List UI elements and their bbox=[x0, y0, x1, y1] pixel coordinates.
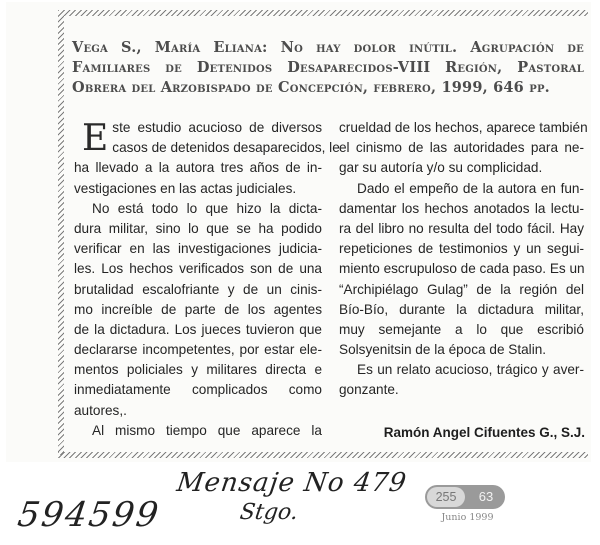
text-line: vestigaciones en las actas judiciales. bbox=[74, 180, 297, 196]
text-line: les. Los hechos verificados son de una bbox=[74, 261, 322, 277]
text-line: Solsyenitsin de la época de Stalin. bbox=[339, 342, 547, 358]
text-line: gonzante. bbox=[339, 382, 399, 398]
text-line: repeticiones de testimonios y un segui- bbox=[339, 241, 584, 257]
text-line: verificar en las investigaciones judicia- bbox=[74, 241, 322, 257]
handwritten-catalog-number: 594599 bbox=[15, 495, 163, 535]
text-line: crueldad de los hechos, aparece también bbox=[339, 120, 588, 135]
text-line: Al mismo tiempo que aparece la bbox=[92, 422, 322, 438]
page-number: 63 bbox=[478, 489, 494, 504]
text-line: casos de detenidos desaparecidos, le bbox=[112, 140, 340, 156]
text-line: miento escrupuloso de cada paso. Es un bbox=[339, 261, 585, 277]
handwritten-note-city: Stgo. bbox=[238, 500, 300, 525]
text-line: ra del libro no resulta del todo fácil. Hay bbox=[339, 220, 584, 236]
issue-date: Junio 1999 bbox=[441, 512, 494, 523]
text-line: autores,. bbox=[74, 402, 127, 418]
right-column bbox=[339, 118, 588, 401]
text-line: mo increíble de parte de los agentes bbox=[74, 301, 322, 317]
drop-cap: E bbox=[82, 118, 109, 159]
hatched-border-bottom bbox=[58, 452, 588, 458]
text-line: mentos policiales y militares directa e bbox=[74, 362, 322, 378]
reviewer-signature: Ramón Angel Cifuentes G., S.J. bbox=[383, 425, 585, 440]
hatched-border-left bbox=[58, 10, 64, 455]
text-line: inmediatamente complicados como bbox=[74, 382, 322, 398]
text-line: No está todo lo que hizo la dicta- bbox=[92, 200, 322, 216]
text-line: Bío-Bío, durante la dictadura militar, bbox=[339, 301, 584, 317]
first-line: Este estudio acucioso de diversos bbox=[82, 118, 322, 159]
text-line: brutalidad escalofriante y de un cinis- bbox=[74, 281, 322, 297]
text-line: dura militar, sino lo que se ha podido bbox=[74, 220, 322, 236]
text-line: gar su autoría y/o su complicidad. bbox=[339, 160, 543, 176]
text-line: el cinismo de las autoridades para ne- bbox=[339, 140, 584, 156]
text-line: muy semejante a lo que escribió bbox=[339, 321, 584, 337]
text-line: Dado el empeño de la autora en fun- bbox=[357, 180, 584, 196]
text-line: “Archipiélago Gulag” de la región del bbox=[339, 281, 584, 297]
text-line: ha llevado a la autora tres años de in- bbox=[74, 160, 322, 176]
handwritten-note-source: Mensaje No 479 bbox=[174, 468, 409, 498]
text-line: damentar los hechos anotados la lectu- bbox=[339, 200, 584, 216]
text-line: declararse incompetentes, por estar ele- bbox=[74, 342, 322, 358]
hatched-border-top bbox=[58, 10, 588, 16]
issue-number: 255 bbox=[427, 487, 465, 507]
text-line: de la dictadura. Los jueces tuvieron que bbox=[74, 321, 322, 337]
left-column bbox=[74, 118, 340, 441]
review-heading: Vega S., María Eliana: No hay dolor inútil. Agrupación de Familiares de Detenidos Desaparecidos-VIII Región, Pastoral Obrera del Arzobispado de Concepción, febrero, 1999, 646 pp. bbox=[72, 39, 584, 96]
text-line: Es un relato acucioso, trágico y aver- bbox=[357, 362, 584, 378]
